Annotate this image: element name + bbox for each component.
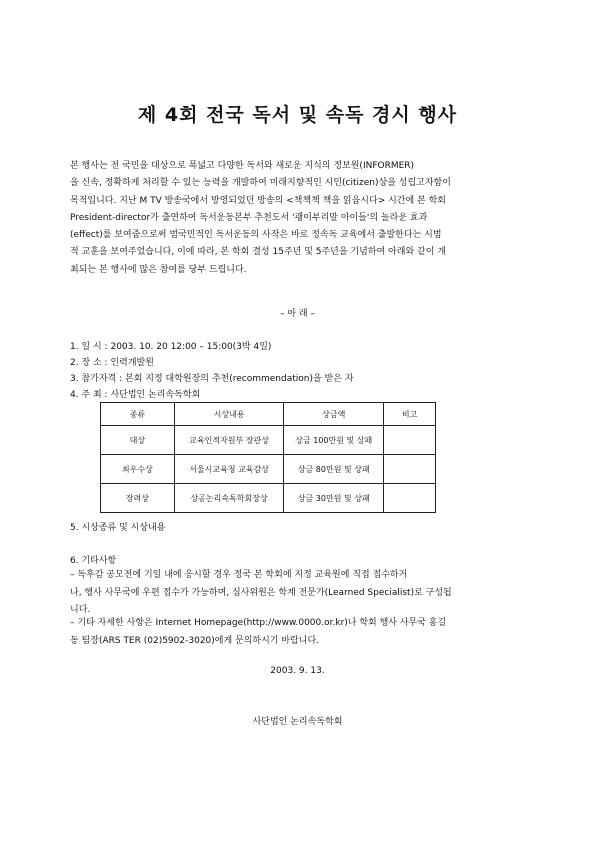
- intro-line: 최되는 본 행사에 많은 참여를 당부 드립니다.: [70, 264, 247, 275]
- note-submission: [70, 567, 540, 620]
- table-cell: 상금 100만원 및 상패: [284, 426, 384, 455]
- note-line: – 독후감 공모전에 기일 내에 응시할 경우 정국 본 학회에 지정 교육원에 직접 접수하거: [70, 570, 408, 580]
- item-place: [70, 355, 154, 368]
- table-row: [101, 455, 436, 484]
- intro-line: (effect)를 보여줌으로써 범국민적인 독서운동의 사작은 바로 정속독 교육에서 출발한다는 시범: [70, 230, 442, 241]
- table-cell: 상금 80만원 및 상패: [284, 455, 384, 484]
- intro-line: 목적입니다. 지난 M TV 방송국에서 방영되었던 방송의 <책책책 책을 읽읍시다> 시간에 본 학회: [70, 195, 446, 206]
- note-line: 나, 행사 사무국에 우편 접수가 가능하며, 심사위원은 학계 전문가(Learned Specialist)로 구성됩: [70, 587, 452, 598]
- item-label: 4. 주 최 :: [70, 390, 108, 400]
- item-label: 3. 참가자격 :: [70, 374, 123, 384]
- table-cell: 장려상: [101, 484, 175, 513]
- item-other-heading: 6. 기타사항: [70, 556, 117, 566]
- note-line: 동 팀장(ARS TER (02)5902-3020)에게 문의하시기 바랍니다.: [70, 635, 319, 646]
- table-cell: 최우수상: [101, 455, 175, 484]
- item-host: [70, 387, 200, 400]
- intro-line: 본 행사는 전 국민을 대상으로 폭넓고 다양한 독서와 새로운 지식의 정보원(INFORMER): [70, 161, 415, 171]
- item-label: 2. 장 소 :: [70, 358, 108, 368]
- note-line: – 기타 자세한 사항은 Internet Homepage(http://www.0000.or.kr)나 학회 행사 사무국 홍길: [70, 618, 447, 628]
- table-cell: 상공논리속독학회장상: [174, 484, 284, 513]
- item-value: 사단법인 논리속독학회: [110, 390, 201, 400]
- table-header-row: [101, 403, 436, 426]
- header-remarks: 비고: [384, 403, 436, 426]
- item-value: 본회 지정 대학원장의 추천(recommendation)을 받은 자: [125, 374, 354, 384]
- item-value: 2003. 10. 20 12:00 – 15:00(3박 4일): [110, 342, 272, 352]
- table-cell: 대상: [101, 426, 175, 455]
- table-cell: [384, 484, 436, 513]
- award-table: [100, 402, 436, 513]
- below-heading: – 아 래 –: [280, 309, 315, 319]
- intro-paragraph: [70, 158, 540, 279]
- table-cell: 서울시교육청 교육감상: [174, 455, 284, 484]
- item-value: 인력개발원: [110, 358, 154, 368]
- document-date: 2003. 9. 13.: [270, 666, 325, 676]
- header-award: 시상내용: [174, 403, 284, 426]
- table-cell: [384, 426, 436, 455]
- item-awards-heading: 5. 시상종류 및 시상내용: [70, 523, 166, 533]
- header-type: 종류: [101, 403, 175, 426]
- intro-line: President-director가 출연하여 독서운동본부 추천도서 '괭이부리말 아이들'의 놀라운 효과: [70, 212, 428, 223]
- table-cell: 교육인적자원부 장관상: [174, 426, 284, 455]
- note-contact: [70, 615, 540, 650]
- item-eligibility: [70, 371, 353, 384]
- item-date: [70, 339, 271, 352]
- header-prize: 상금액: [284, 403, 384, 426]
- table-row: [101, 426, 436, 455]
- organizer-signature: 사단법인 논리속독학회: [252, 717, 343, 727]
- intro-line: 을 신속, 정확하게 처리할 수 있는 능력을 개발하여 미래지향적인 시민(citizen)상을 성립고자함이: [70, 178, 451, 189]
- table-row: [101, 484, 436, 513]
- table-cell: 상금 30만원 및 상패: [284, 484, 384, 513]
- table-cell: [384, 455, 436, 484]
- item-label: 1. 일 시 :: [70, 342, 108, 352]
- document-title: 제 4회 전국 독서 및 속독 경시 행사: [137, 104, 458, 126]
- note-line: 니다.: [70, 605, 91, 615]
- intro-line: 적 교훈을 보여주었습니다, 이에 따라, 본 학회 결성 15주년 및 5주년을 기념하여 아래와 같이 개: [70, 247, 446, 258]
